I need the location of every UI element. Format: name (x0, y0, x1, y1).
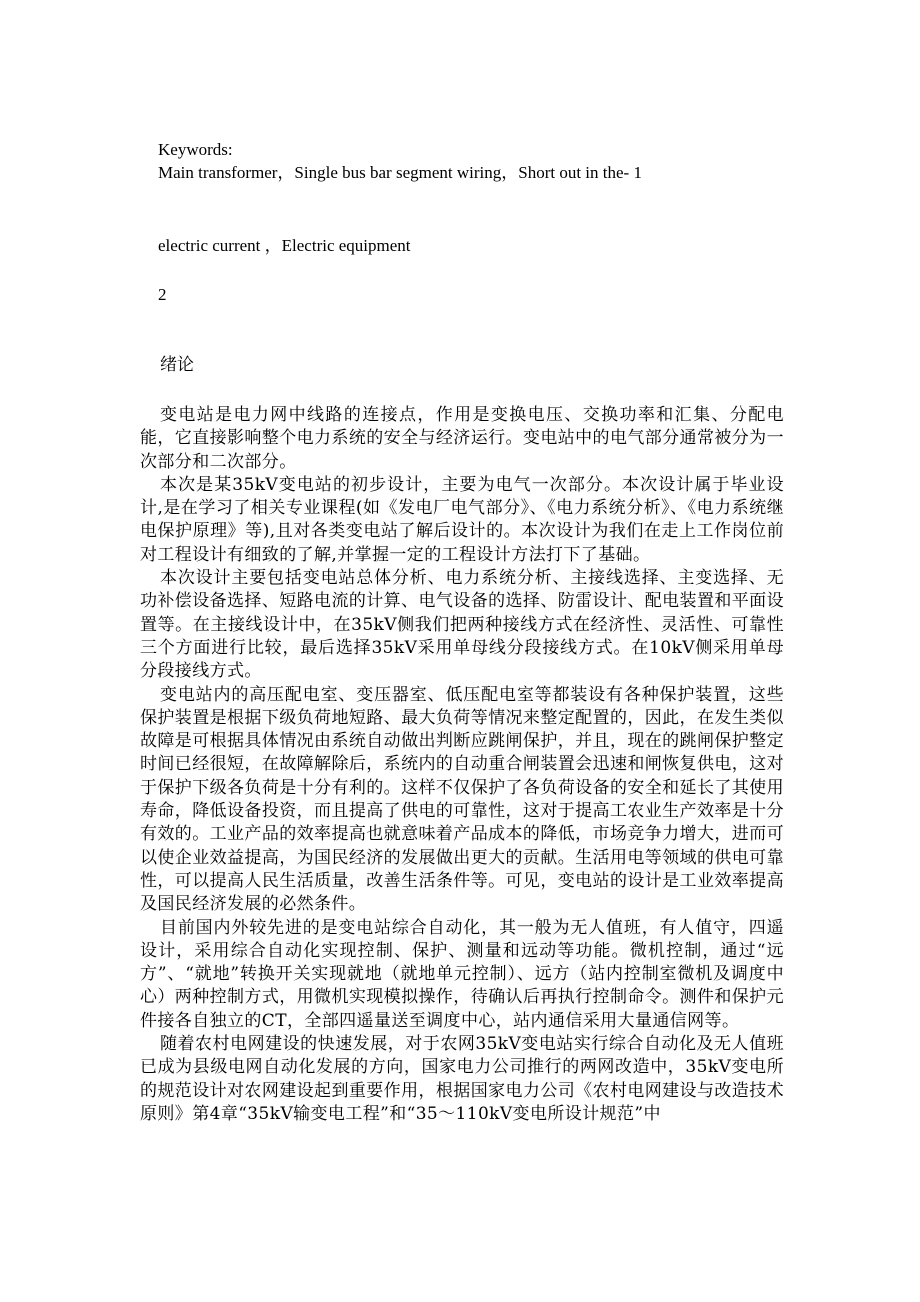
section-title: 绪论 (160, 355, 194, 375)
paragraph: 本次是某35kV变电站的初步设计，主要为电气一次部分。本次设计属于毕业设计,是在学习了相关专业课程(如《发电厂电气部分》、《电力系统分析》、《电力系统继电保护原理》等),且对各类变电站了解后设计的。本次设计为我们在走上工作岗位前对工程设计有细致的了解,并掌握一定的工程设计方法打下了基础。 (140, 474, 784, 565)
page-number: 2 (158, 285, 167, 304)
paragraph: 本次设计主要包括变电站总体分析、电力系统分析、主接线选择、主变选择、无功补偿设备选择、短路电流的计算、电气设备的选择、防雷设计、配电装置和平面设置等。在主接线设计中，在35kV侧我们把两种接线方式在经济性、灵活性、可靠性三个方面进行比较，最后选择35kV采用单母线分段接线方式。在10kV侧采用单母分段接线方式。 (140, 568, 784, 682)
keywords-line-2: electric current ，Electric equipment (158, 236, 411, 255)
paragraph: 变电站是电力网中线路的连接点，作用是变换电压、交换功率和汇集、分配电能，它直接影响整个电力系统的安全与经济运行。变电站中的电气部分通常被分为一次部分和二次部分。 (140, 405, 784, 472)
paragraph: 目前国内外较先进的是变电站综合自动化，其一般为无人值班，有人值守，四遥设计，采用综合自动化实现控制、保护、测量和远动等功能。微机控制，通过“远方”、“就地”转换开关实现就地（就地单元控制）、远方（站内控制室微机及调度中心）两种控制方式，用微机实现模拟操作，待确认后再执行控制命令。测件和保护元件接各自独立的CT，全部四遥量送至调度中心，站内通信采用大量通信网等。 (140, 917, 784, 1031)
keywords-label: Keywords: (158, 140, 233, 159)
paragraph: 随着农村电网建设的快速发展，对于农网35kV变电站实行综合自动化及无人值班已成为县级电网自动化发展的方向，国家电力公司推行的两网改造中，35kV变电所的规范设计对农网建设起到重要作用，根据国家电力公司《农村电网建设与改造技术原则》第4章“35kV输变电工程”和“35～110kV变电所设计规范”中 (140, 1034, 784, 1124)
paragraph: 变电站内的高压配电室、变压器室、低压配电室等都装设有各种保护装置，这些保护装置是根据下级负荷地短路、最大负荷等情况来整定配置的，因此，在发生类似故障是可根据具体情况由系统自动做出判断应跳闸保护，并且，现在的跳闸保护整定时间已经很短，在故障解除后，系统内的自动重合闸装置会迅速和闸恢复供电，这对于保护下级各负荷是十分有利的。这样不仅保护了各负荷设备的安全和延长了其使用寿命，降低设备投资，而且提高了供电的可靠性，这对于提高工农业生产效率是十分有效的。工业产品的效率提高也就意味着产品成本的降低，市场竞争力增大，进而可以使企业效益提高，为国民经济的发展做出更大的贡献。生活用电等领域的供电可靠性，可以提高人民生活质量，改善生活条件等。可见，变电站的设计是工业效率提高及国民经济发展的必然条件。 (140, 684, 784, 915)
section-body (140, 404, 784, 1126)
keywords-line-1: Main transformer，Single bus bar segment wiring，Short out in the- 1 (158, 163, 642, 182)
